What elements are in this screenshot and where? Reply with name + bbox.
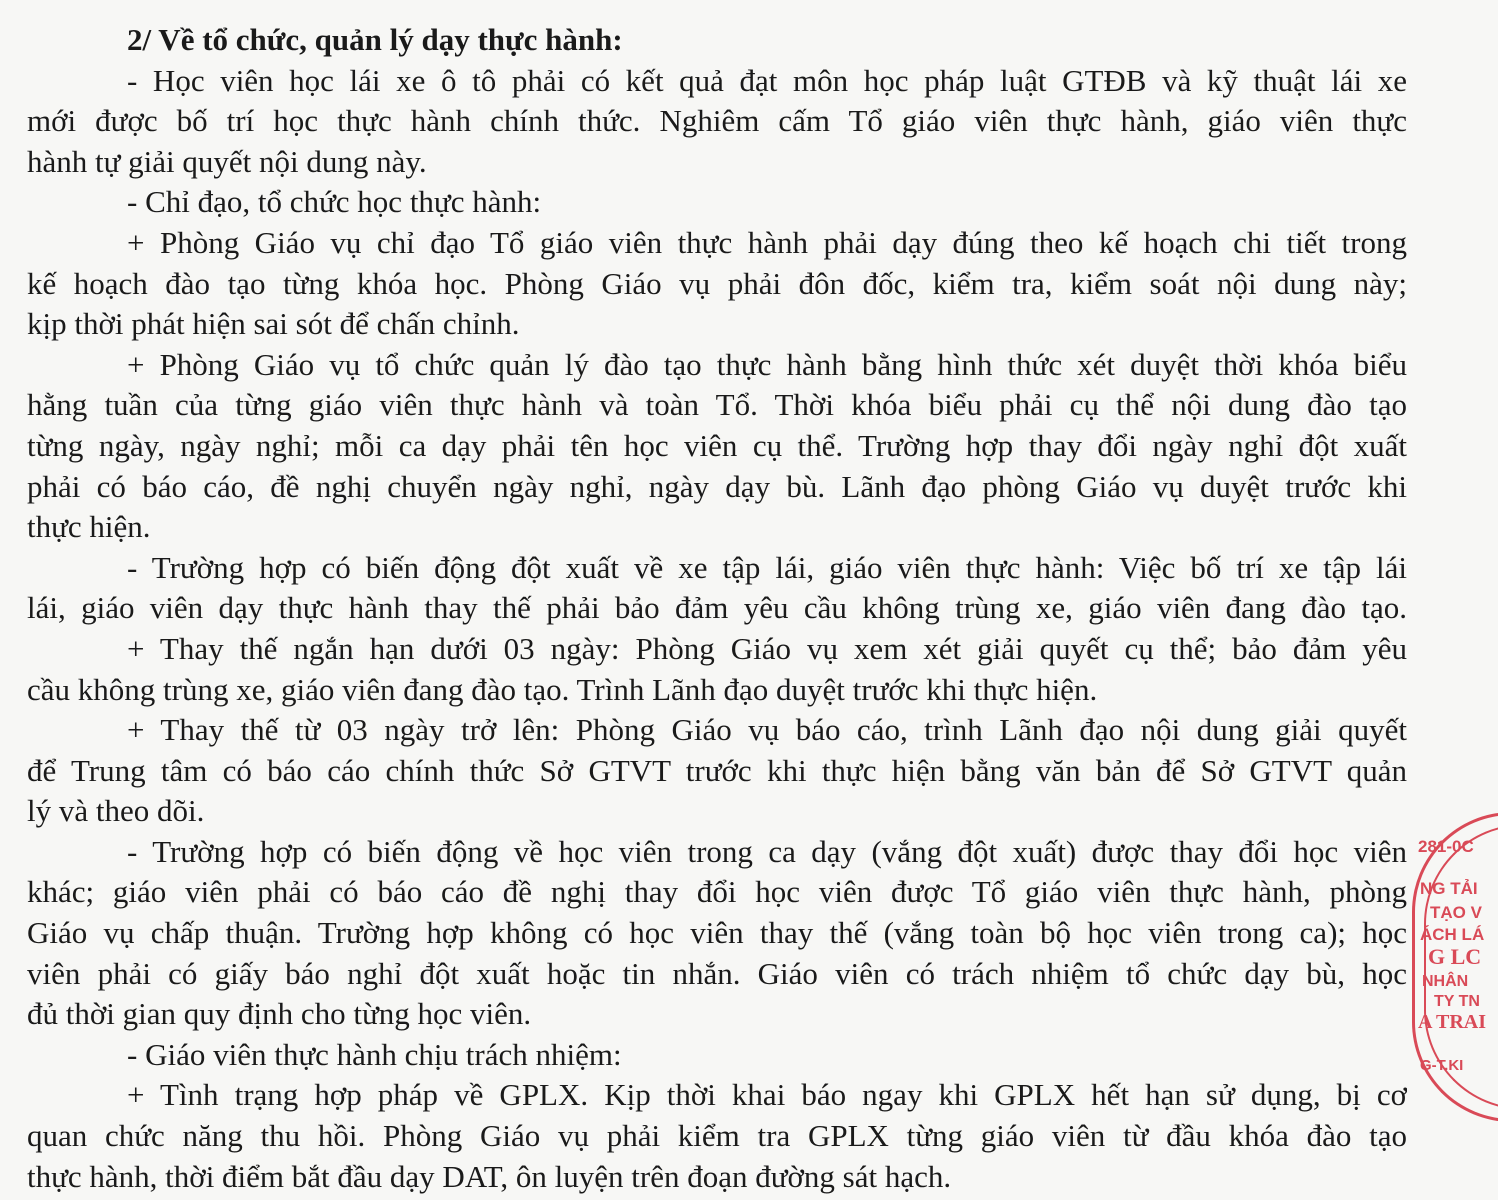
text-line: - Học viên học lái xe ô tô phải có kết quả đạt môn học pháp luật GTĐB và kỹ thuật lái xe	[127, 62, 1407, 98]
text-line: đủ thời gian quy định cho từng học viên.	[27, 996, 532, 1032]
stamp-outer-ring	[1412, 812, 1498, 1122]
text-line: để Trung tâm có báo cáo chính thức Sở GTVT trước khi thực hiện bằng văn bản để Sở GTVT quản	[27, 752, 1407, 788]
stamp-text: ÁCH LÁ	[1420, 925, 1485, 944]
stamp-text: G-T.KI	[1420, 1057, 1464, 1074]
text-line: phải có báo cáo, đề nghị chuyển ngày nghỉ, ngày dạy bù. Lãnh đạo phòng Giáo vụ duyệt trước khi	[27, 468, 1407, 504]
stamp-text: NG TẢI	[1420, 879, 1478, 898]
text-line: viên phải có giấy báo nghỉ đột xuất hoặc tin nhắn. Giáo viên có trách nhiệm tổ chức dạy bù, học	[27, 955, 1407, 991]
text-line: + Tình trạng hợp pháp về GPLX. Kịp thời khai báo ngay khi GPLX hết hạn sử dụng, bị cơ	[127, 1077, 1407, 1113]
text-line: lý và theo dõi.	[27, 793, 205, 829]
stamp-text: G LC	[1428, 944, 1482, 969]
stamp-text: NHÂN	[1422, 973, 1469, 990]
text-line: thực hiện.	[27, 509, 151, 545]
text-line: từng ngày, ngày nghỉ; mỗi ca dạy phải tên học viên cụ thể. Trường hợp thay đổi ngày nghỉ đột xuất	[27, 427, 1407, 463]
text-line: quan chức năng thu hồi. Phòng Giáo vụ phải kiểm tra GPLX từng giáo viên từ đầu khóa đào tạo	[27, 1118, 1407, 1154]
text-line: + Phòng Giáo vụ tổ chức quản lý đào tạo thực hành bằng hình thức xét duyệt thời khóa biểu	[127, 346, 1407, 382]
text-line: + Phòng Giáo vụ chỉ đạo Tổ giáo viên thực hành phải dạy đúng theo kế hoạch chi tiết trong	[127, 224, 1407, 260]
text-line: + Thay thế từ 03 ngày trở lên: Phòng Giáo vụ báo cáo, trình Lãnh đạo nội dung giải quyết	[127, 712, 1407, 748]
text-line: mới được bố trí học thực hành chính thức. Nghiêm cấm Tổ giáo viên thực hành, giáo viên thực	[27, 103, 1407, 139]
section-heading: 2/ Về tổ chức, quản lý dạy thực hành:	[127, 22, 623, 57]
text-line: kế hoạch đào tạo từng khóa học. Phòng Giáo vụ phải đôn đốc, kiểm tra, kiểm soát nội dung này;	[27, 265, 1407, 301]
text-line: + Thay thế ngắn hạn dưới 03 ngày: Phòng Giáo vụ xem xét giải quyết cụ thể; bảo đảm yêu	[127, 630, 1407, 666]
stamp-inner-ring	[1424, 824, 1498, 1110]
red-seal-stamp	[1412, 812, 1498, 1122]
text-line: khác; giáo viên phải có báo cáo đề nghị thay đổi học viên được Tổ giáo viên thực hành, phòng	[27, 874, 1407, 910]
stamp-text: A TRAI	[1418, 1011, 1486, 1033]
text-line: - Chỉ đạo, tổ chức học thực hành:	[127, 184, 542, 220]
text-line: - Trường hợp có biến động về học viên trong ca dạy (vắng đột xuất) được thay đổi học viên	[127, 833, 1407, 869]
text-line: lái, giáo viên dạy thực hành thay thế phải bảo đảm yêu cầu không trùng xe, giáo viên đang đào tạo.	[27, 590, 1407, 626]
text-line: cầu không trùng xe, giáo viên đang đào tạo. Trình Lãnh đạo duyệt trước khi thực hiện.	[27, 671, 1098, 707]
text-line: kịp thời phát hiện sai sót để chấn chỉnh.	[27, 306, 520, 342]
stamp-text: TY TN	[1434, 993, 1480, 1010]
text-line: Giáo vụ chấp thuận. Trường hợp không có học viên thay thế (vắng toàn bộ học viên trong ca); học	[27, 915, 1407, 951]
text-line: - Trường hợp có biến động đột xuất về xe tập lái, giáo viên thực hành: Việc bố trí xe tập lái	[127, 549, 1407, 585]
text-line: hành tự giải quyết nội dung này.	[27, 143, 427, 179]
text-line: hằng tuần của từng giáo viên thực hành và toàn Tổ. Thời khóa biểu phải cụ thể nội dung đào tạo	[27, 387, 1407, 423]
text-line: thực hành, thời điểm bắt đầu dạy DAT, ôn luyện trên đoạn đường sát hạch.	[27, 1158, 952, 1194]
document-page	[27, 0, 1407, 1197]
stamp-text: TẠO V	[1430, 903, 1482, 922]
text-line: - Giáo viên thực hành chịu trách nhiệm:	[127, 1036, 622, 1072]
stamp-text: 281-0C	[1418, 837, 1474, 856]
